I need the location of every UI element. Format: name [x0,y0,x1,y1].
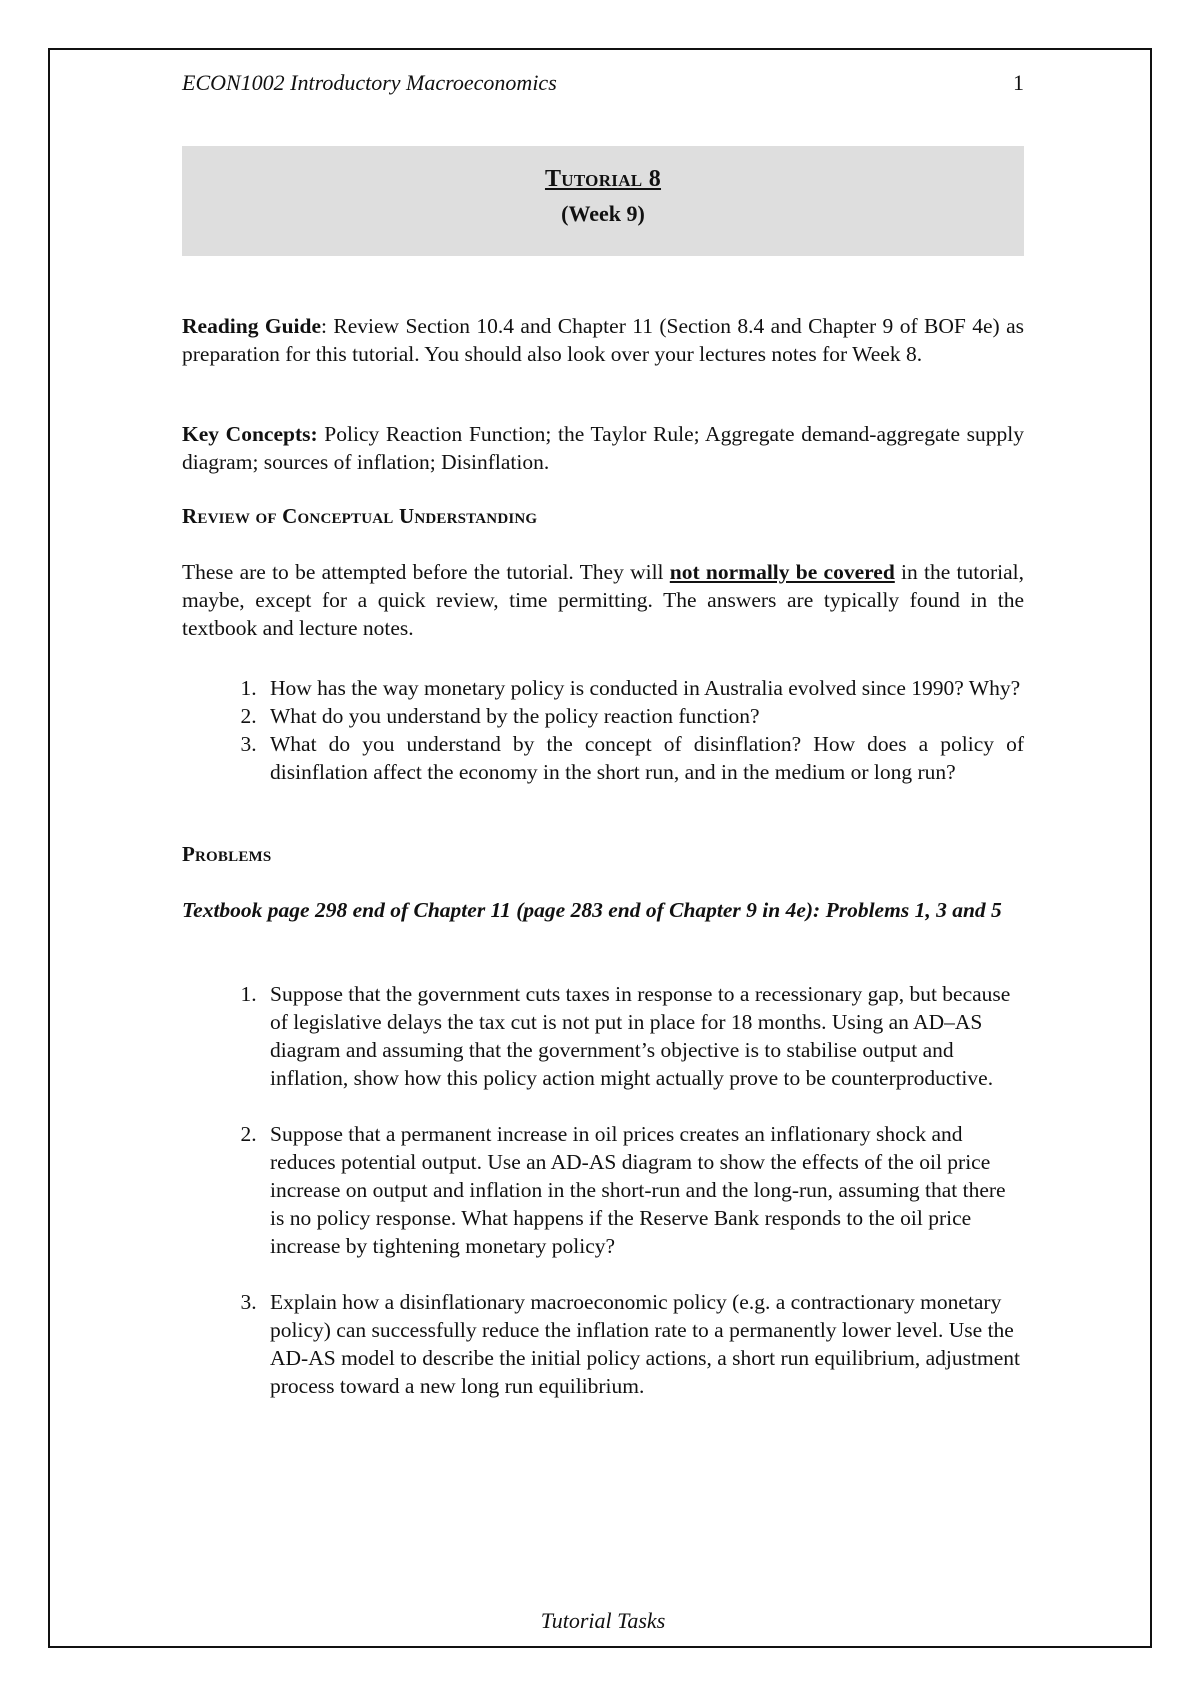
reading-guide-label: Reading Guide [182,314,322,338]
review-heading-block [182,502,1024,530]
problems-subheading: Textbook page 298 end of Chapter 11 (page 283 end of Chapter 9 in 4e): Problems 1, 3 and 5 [182,898,1002,922]
key-concepts-label: Key Concepts: [182,422,318,446]
problems-heading: Problems [182,842,272,866]
course-title: ECON1002 Introductory Macroeconomics [182,70,557,95]
review-intro-emphasis: not normally be covered [669,560,895,584]
running-footer: Tutorial Tasks [540,1608,666,1633]
tutorial-title: Tutorial 8 [544,166,662,192]
problem-item: 2. Suppose that a permanent increase in oil prices creates an inflationary shock and reduces potential output. Use an AD-AS diagram to show the effects of the oil price increase on output and inflation in the short-run and the long-run, assuming that there is no policy response. What happens if the Reserve Bank responds to the oil price increase by tightening monetary policy? [262,1120,1024,1260]
review-intro-after: in the tutorial, maybe, except for a quick review, time permitting. The answers are typically found in the textbook and lecture notes. [182,560,1025,640]
review-intro [182,558,1024,642]
reading-guide [182,312,1024,368]
problems-heading-block [182,840,1024,868]
key-concepts [182,420,1024,476]
review-intro-before: These are to be attempted before the tutorial. They will [182,560,670,584]
review-questions [182,674,1024,786]
review-question: 2. What do you understand by the policy reaction function? [262,702,1024,730]
problems-subheading-block [182,896,1024,924]
page-number: 1 [1013,70,1024,95]
tutorial-week: (Week 9) [561,201,645,226]
running-header [182,70,1024,100]
review-question: 3. What do you understand by the concept of disinflation? How does a policy of disinflation affect the economy in the short run, and in the medium or long run? [262,730,1024,786]
key-concepts-text: Policy Reaction Function; the Taylor Rule; Aggregate demand-aggregate supply diagram; sources of inflation; Disinflation. [182,422,1025,474]
reading-guide-text: : Review Section 10.4 and Chapter 11 (Section 8.4 and Chapter 9 of BOF 4e) as preparation for this tutorial. You should also look over your lectures notes for Week 8. [182,314,1024,366]
problems-list [182,980,1024,1428]
review-heading: Review of Conceptual Understanding [182,504,538,528]
title-box [182,146,1024,256]
problem-item: 1. Suppose that the government cuts taxes in response to a recessionary gap, but because of legislative delays the tax cut is not put in place for 18 months. Using an AD–AS diagram and assuming that the government’s objective is to stabilise output and inflation, show how this policy action might actually prove to be counterproductive. [262,980,1024,1092]
problem-item: 3. Explain how a disinflationary macroeconomic policy (e.g. a contractionary monetary policy) can successfully reduce the inflation rate to a permanently lower level. Use the AD-AS model to describe the initial policy actions, a short run equilibrium, adjustment process toward a new long run equilibrium. [262,1288,1024,1400]
review-question: 1. How has the way monetary policy is conducted in Australia evolved since 1990? Why? [262,674,1024,702]
